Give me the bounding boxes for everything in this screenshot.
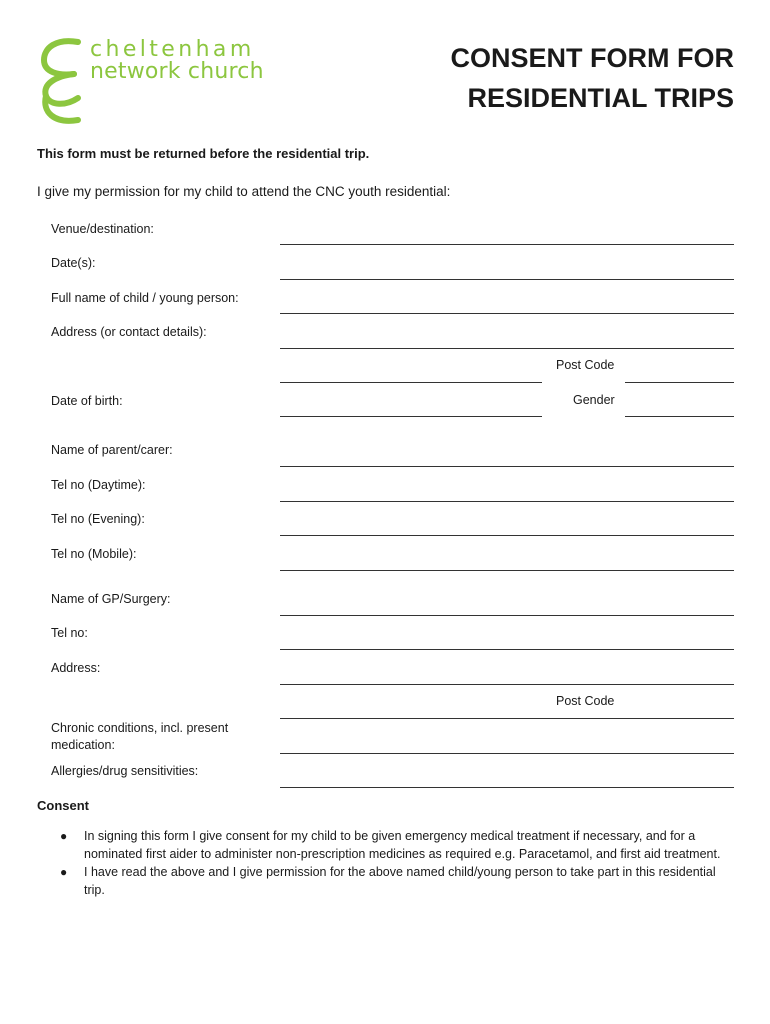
post-code-label: Post Code [556, 358, 615, 372]
gp-post-code-label: Post Code [556, 694, 615, 708]
tel-mobile-input-line[interactable] [280, 570, 734, 571]
gp-tel-input-line[interactable] [280, 649, 734, 650]
dates-input-line[interactable] [280, 279, 734, 280]
address-input-line[interactable] [280, 348, 734, 349]
list-item [58, 864, 728, 899]
gp-name-input-line[interactable] [280, 615, 734, 616]
parent-name-input-line[interactable] [280, 466, 734, 467]
return-notice: This form must be returned before the residential trip. [37, 146, 370, 161]
dob-label: Date of birth: [51, 394, 123, 408]
logo-text-network-church: network church [90, 59, 264, 84]
full-name-label: Full name of child / young person: [51, 291, 239, 305]
consent-list [58, 828, 728, 900]
consent-bullet-1: In signing this form I give consent for my child to be given emergency medical treatment if necessary, and for a nominated first aider to administer non-prescription medicines as required e.g. Paracetamol, and first aid treatment. [84, 829, 721, 861]
permission-statement: I give my permission for my child to attend the CNC youth residential: [37, 184, 451, 199]
form-title-line1: CONSENT FORM FOR [450, 43, 734, 73]
address-label: Address (or contact details): [51, 325, 207, 339]
tel-daytime-input-line[interactable] [280, 501, 734, 502]
venue-label: Venue/destination: [51, 222, 154, 236]
consent-heading: Consent [37, 798, 89, 813]
gender-label: Gender [573, 393, 615, 407]
venue-input-line[interactable] [280, 244, 734, 245]
tel-mobile-label: Tel no (Mobile): [51, 547, 137, 561]
gp-name-label: Name of GP/Surgery: [51, 592, 171, 606]
chronic-conditions-input-line[interactable] [280, 753, 734, 754]
list-item [58, 828, 728, 863]
cnc-logo-mark [36, 36, 88, 128]
tel-evening-label: Tel no (Evening): [51, 512, 145, 526]
gender-input-line[interactable] [625, 416, 734, 417]
form-title [451, 38, 735, 118]
dob-input-line[interactable] [280, 416, 542, 417]
bullet-icon: ● [60, 865, 68, 879]
parent-name-label: Name of parent/carer: [51, 443, 173, 457]
chronic-conditions-label: Chronic conditions, incl. present medication: [51, 721, 229, 752]
allergies-input-line[interactable] [280, 787, 734, 788]
gp-post-code-input-line[interactable] [280, 718, 734, 719]
gp-tel-label: Tel no: [51, 626, 88, 640]
gp-address-input-line[interactable] [280, 684, 734, 685]
tel-evening-input-line[interactable] [280, 535, 734, 536]
gp-address-label: Address: [51, 661, 101, 675]
post-code-input-line[interactable] [625, 382, 734, 383]
address-line-2-input-line[interactable] [280, 382, 542, 383]
allergies-label: Allergies/drug sensitivities: [51, 764, 199, 778]
form-title-line2: RESIDENTIAL TRIPS [467, 83, 734, 113]
cnc-logo [36, 36, 276, 132]
full-name-input-line[interactable] [280, 313, 734, 314]
logo-text-cheltenham: cheltenham [90, 37, 255, 62]
consent-bullet-2: I have read the above and I give permission for the above named child/young person to take part in this residential trip. [84, 865, 716, 897]
bullet-icon: ● [60, 829, 68, 843]
dates-label: Date(s): [51, 256, 96, 270]
tel-daytime-label: Tel no (Daytime): [51, 478, 146, 492]
